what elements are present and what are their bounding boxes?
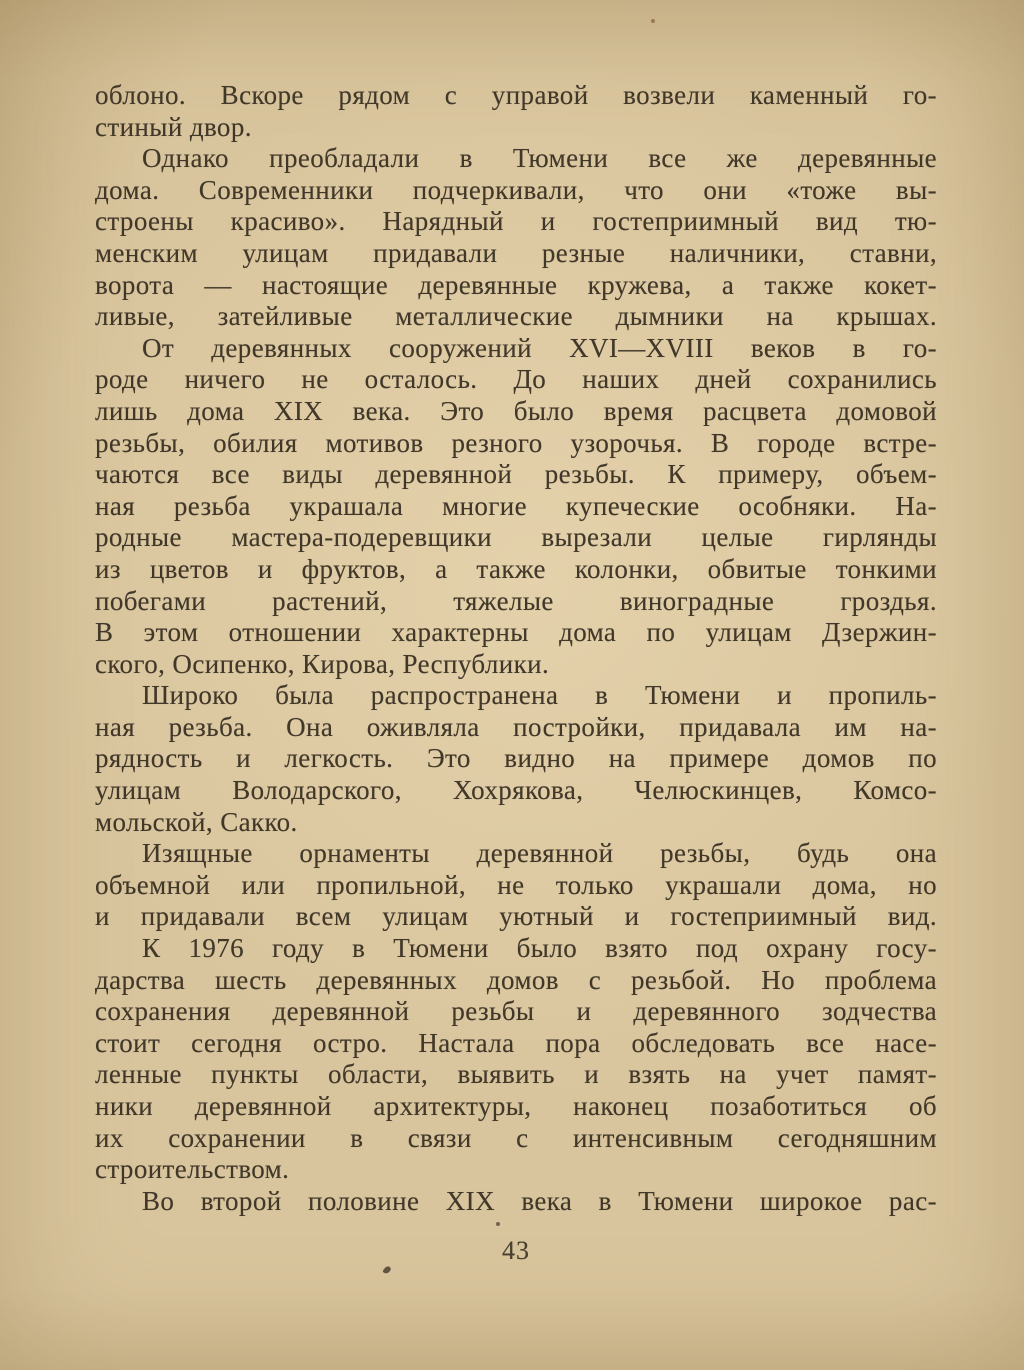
text-line: строены красиво». Нарядный и гостеприимный вид тю- — [95, 206, 937, 237]
text-line: побегами растений, тяжелые виноградные гроздья. — [95, 585, 937, 616]
text-line: Широко была распространена в Тюмени и пропиль- — [142, 680, 937, 711]
text-line: из цветов и фруктов, а также колонки, обвитые тонкими — [95, 553, 937, 584]
text-line: их сохранении в связи с интенсивным сегодняшним — [95, 1122, 937, 1153]
text-line: Однако преобладали в Тюмени все же деревянные — [142, 143, 937, 174]
text-line: роде ничего не осталось. До наших дней сохранились — [95, 364, 937, 395]
text-line: ная резьба украшала многие купеческие особняки. На- — [95, 490, 937, 521]
text-line: ленные пункты области, выявить и взять на учет памят- — [95, 1059, 937, 1090]
text-line: лишь дома XIX века. Это было время расцвета домовой — [95, 395, 937, 426]
text-line: чаются все виды деревянной резьбы. К примеру, объем- — [95, 459, 937, 490]
text-line: менским улицам придавали резные наличники, ставни, — [95, 237, 937, 268]
ink-speck — [496, 1222, 500, 1226]
text-line: объемной или пропильной, не только украшали дома, но — [95, 869, 937, 900]
text-line: родные мастера-подеревщики вырезали целые гирлянды — [95, 522, 937, 553]
text-line: От деревянных сооружений XVI—XVIII веков в го- — [142, 332, 937, 363]
text-line: сохранения деревянной резьбы и деревянного зодчества — [95, 996, 937, 1027]
text-line: дома. Современники подчеркивали, что они «тоже вы- — [95, 174, 937, 205]
text-line: ная резьба. Она оживляла постройки, придавала им на- — [95, 711, 937, 742]
text-line: К 1976 году в Тюмени было взято под охрану госу- — [142, 933, 937, 964]
paper-speck — [651, 19, 655, 23]
text-line: ворота — настоящие деревянные кружева, а также кокет- — [95, 269, 937, 300]
text-line: ского, Осипенко, Кирова, Республики. — [95, 648, 550, 679]
text-line: строительством. — [95, 1154, 290, 1185]
text-line: и придавали всем улицам уютный и гостеприимный вид. — [95, 901, 937, 932]
text-line: Во второй половине XIX века в Тюмени широкое рас- — [142, 1185, 937, 1216]
text-line: Изящные орнаменты деревянной резьбы, будь она — [142, 838, 937, 869]
text-line: ники деревянной архитектуры, наконец позаботиться об — [95, 1091, 937, 1121]
page-number: 43 — [502, 1236, 530, 1265]
text-line: стоит сегодня остро. Настала пора обследовать все насе- — [95, 1027, 937, 1058]
text-line: улицам Володарского, Хохрякова, Челюскинцев, Комсо- — [95, 775, 937, 806]
text-line: дарства шесть деревянных домов с резьбой. Но проблема — [95, 964, 937, 995]
text-line: ливые, затейливые металлические дымники на крышах. — [95, 301, 937, 332]
ink-speck — [382, 1265, 392, 1275]
text-line: облоно. Вскоре рядом с управой возвели каменный го- — [95, 80, 937, 110]
text-line: рядность и легкость. Это видно на примере домов по — [95, 743, 937, 774]
text-line: мольской, Сакко. — [95, 806, 298, 837]
text-line: резьбы, обилия мотивов резного узорочья. В городе встре- — [95, 427, 937, 458]
text-line: В этом отношении характерны дома по улицам Дзержин- — [95, 617, 937, 648]
text-block — [95, 80, 937, 1217]
text-line: стиный двор. — [95, 111, 252, 142]
